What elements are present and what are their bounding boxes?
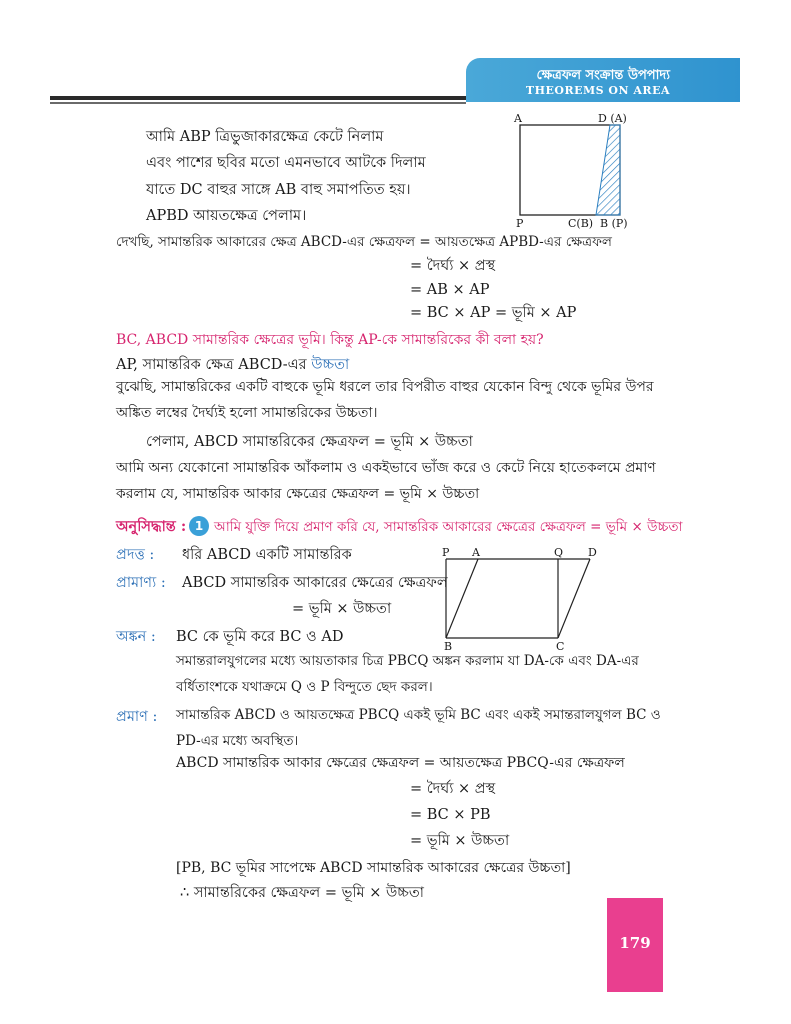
- hands-on-proof-paragraph: আমি অন্য যেকোনো সামান্তরিক আঁকলাম ও একইভাবে ভাঁজ করে ও কেটে নিয়ে হাতেকলমে প্রমাণ করলাম যে, সামান্তরিক আকার ক্ষেত্রের ক্ষেত্রফল = ভূমি × উচ্চতা: [116, 460, 656, 502]
- intro-line-1: আমি ABP ত্রিভুজাকারক্ষেত্র কেটে নিলাম: [146, 129, 384, 145]
- intro-eq-2: = AB × AP: [410, 282, 490, 298]
- fig2-label-a: A: [472, 546, 480, 559]
- line-cd: [558, 559, 590, 638]
- page-number: 179: [619, 934, 651, 952]
- corollary-label: অনুসিদ্ধান্ত :: [116, 518, 187, 535]
- header-rule-thick: [50, 96, 466, 100]
- proof-line-1: ABCD সামান্তরিক আকার ক্ষেত্রের ক্ষেত্রফল = আয়তক্ষেত্র PBCQ-এর ক্ষেত্রফল: [176, 755, 625, 771]
- answer-prefix: AP, সামান্তরিক ক্ষেত্র ABCD-এর: [116, 357, 312, 373]
- got-line: পেলাম, ABCD সামান্তরিকের ক্ষেত্রফল = ভূমি × উচ্চতা: [146, 434, 473, 450]
- to-prove-label: প্রামাণ্য :: [116, 575, 166, 591]
- to-prove-eq: = ভূমি × উচ্চতা: [292, 601, 392, 617]
- given-label: প্রদত্ত :: [116, 547, 155, 563]
- hatched-triangle: [596, 125, 620, 215]
- proof-label: প্রমাণ :: [116, 709, 158, 725]
- corollary-number-badge: 1: [189, 516, 209, 536]
- answer-line: [116, 356, 349, 374]
- proof-therefore: ∴ সামান্তরিকের ক্ষেত্রফল = ভূমি × উচ্চতা: [180, 885, 424, 901]
- intro-line-4: APBD আয়তক্ষেত্র পেলাম।: [146, 208, 307, 224]
- intro-line-5: দেখছি, সামান্তরিক আকারের ক্ষেত্র ABCD-এর ক্ষেত্রফল = আয়তক্ষেত্র APBD-এর ক্ষেত্রফল: [116, 234, 612, 250]
- fig1-label-cb: C(B): [568, 217, 594, 230]
- intro-eq-3: = BC × AP = ভূমি × AP: [410, 305, 577, 321]
- understood-paragraph: বুঝেছি, সামান্তরিকের একটি বাহুকে ভূমি ধরলে তার বিপরীত বাহুর যেকোন বিন্দু থেকে ভূমির উপর অঙ্কিত লম্বের দৈর্ঘ্যই হলো সামান্তরিকের উচ্চতা।: [116, 379, 654, 421]
- page-number-tab: [607, 898, 663, 992]
- given-text: ধরি ABCD একটি সামান্তরিক: [182, 547, 352, 563]
- chapter-header-banner: [466, 58, 740, 102]
- fig1-label-p: P: [516, 217, 524, 230]
- fig2-label-q: Q: [554, 546, 564, 559]
- corollary-text: আমি যুক্তি দিয়ে প্রমাণ করি যে, সামান্তরিক আকারের ক্ষেত্রের ক্ষেত্রফল = ভূমি × উচ্চতা: [214, 519, 683, 535]
- construction-label: অঙ্কন :: [116, 629, 156, 645]
- intro-eq-1: = দৈর্ঘ্য × প্রস্থ: [410, 258, 496, 274]
- proof-eq-1: = দৈর্ঘ্য × প্রস্থ: [410, 781, 496, 797]
- proof-eq-2: = BC × PB: [410, 807, 491, 823]
- to-prove-text: ABCD সামান্তরিক আকারের ক্ষেত্রের ক্ষেত্রফল: [182, 575, 448, 591]
- construction-line-1: BC কে ভূমি করে BC ও AD: [176, 629, 344, 645]
- figure-parallelogram-abcd: [438, 544, 602, 652]
- proof-eq-3: = ভূমি × উচ্চতা: [410, 833, 510, 849]
- intro-line-3: যাতে DC বাহুর সাঙ্গে AB বাহু সমাপতিত হয়।: [146, 182, 411, 198]
- chapter-title-english: THEOREMS ON AREA: [525, 84, 670, 97]
- figure-rectangle-apbd: [508, 112, 638, 230]
- proof-note: [PB, BC ভূমির সাপেক্ষে ABCD সামান্তরিক আকারের ক্ষেত্রের উচ্চতা]: [176, 860, 571, 876]
- fig1-label-a: A: [514, 112, 522, 125]
- question-text: BC, ABCD সামান্তরিক ক্ষেত্রের ভূমি। কিন্তু AP-কে সামান্তরিকের কী বলা হয়?: [116, 332, 544, 348]
- header-rule-thin: [50, 102, 466, 104]
- fig2-label-p: P: [442, 546, 450, 559]
- intro-line-2: এবং পাশের ছবির মতো এমনভাবে আটকে দিলাম: [146, 155, 426, 171]
- fig2-label-b: B: [444, 640, 453, 652]
- line-ba: [446, 559, 478, 638]
- fig2-label-d: D: [588, 546, 597, 559]
- chapter-title-bengali: ক্ষেত্রফল সংক্রান্ত উপপাদ্য: [536, 68, 670, 83]
- answer-highlight: উচ্চতা: [311, 357, 350, 373]
- construction-rest: সমান্তরালযুগলের মধ্যে আয়তাকার চিত্র PBCQ অঙ্কন করলাম যা DA-কে এবং DA-এর বর্ধিতাংশকে যথাক্রমে Q ও P বিন্দুতে ছেদ করল।: [176, 653, 639, 695]
- fig2-label-c: C: [556, 640, 565, 652]
- proof-text: সামান্তরিক ABCD ও আয়তক্ষেত্র PBCQ একই ভূমি BC এবং একই সমান্তরালযুগল BC ও PD-এর মধ্যে অবস্থিত।: [176, 707, 661, 749]
- fig1-label-d-a: D (A): [598, 112, 627, 125]
- fig1-label-bp: B (P): [600, 217, 628, 230]
